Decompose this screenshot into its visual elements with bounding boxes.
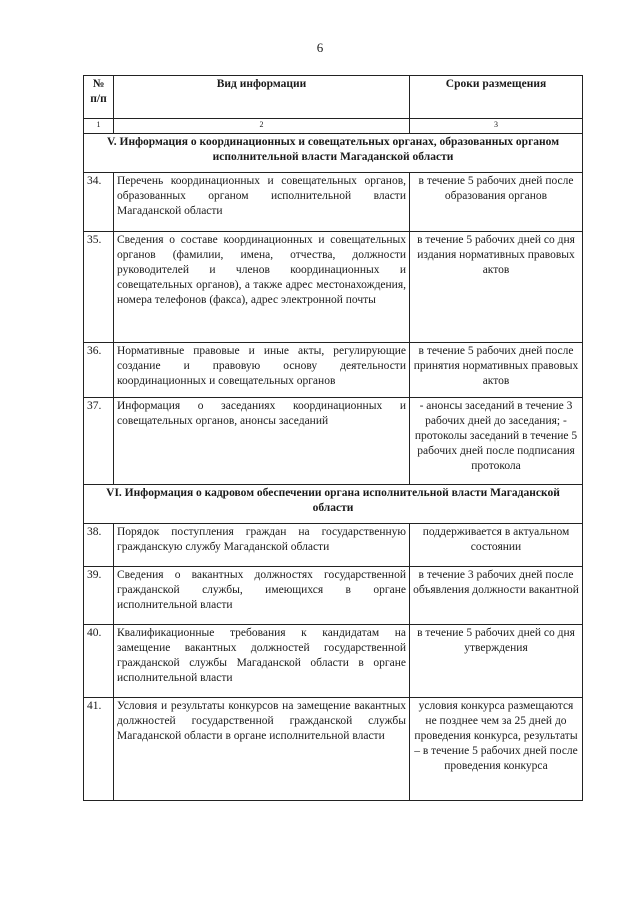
- row-number: 36.: [84, 343, 114, 398]
- table-row: [84, 173, 583, 232]
- row-info: Нормативные правовые и иные акты, регулирующие создание и правовую основу деятельности координационных и совещательных органов: [114, 343, 410, 398]
- header-info-type: Вид информации: [114, 76, 410, 119]
- row-info: Порядок поступления граждан на государственную гражданскую службу Магаданской области: [114, 524, 410, 567]
- row-number: 37.: [84, 398, 114, 485]
- row-number: 34.: [84, 173, 114, 232]
- row-info: Сведения о вакантных должностях государственной гражданской службы, имеющихся в органе исполнительной власти: [114, 567, 410, 625]
- info-disclosure-table: [83, 75, 583, 801]
- section-title-row: [84, 485, 583, 524]
- section-title: V. Информация о координационных и совещательных органах, образованных органом исполнительной власти Магаданской области: [84, 134, 583, 173]
- section-title: VI. Информация о кадровом обеспечении органа исполнительной власти Магаданской области: [84, 485, 583, 524]
- section-title-row: [84, 134, 583, 173]
- row-info: Информация о заседаниях координационных и совещательных органов, анонсы заседаний: [114, 398, 410, 485]
- column-index: 1: [84, 119, 114, 134]
- row-deadline: в течение 5 рабочих дней после принятия нормативных правовых актов: [410, 343, 583, 398]
- row-deadline: в течение 5 рабочих дней со дня утверждения: [410, 625, 583, 698]
- table-row: [84, 524, 583, 567]
- row-number: 41.: [84, 698, 114, 801]
- header-deadline: Сроки размещения: [410, 76, 583, 119]
- row-info: Условия и результаты конкурсов на замещение вакантных должностей государственной гражданской службы Магаданской области в органе исполнительной власти: [114, 698, 410, 801]
- row-deadline: поддерживается в актуальном состоянии: [410, 524, 583, 567]
- row-deadline: в течение 3 рабочих дней после объявления должности вакантной: [410, 567, 583, 625]
- row-deadline: - анонсы заседаний в течение 3 рабочих дней до заседания; - протоколы заседаний в течение 5 рабочих дней после подписания протокола: [410, 398, 583, 485]
- row-info: Перечень координационных и совещательных органов, образованных органом исполнительной власти Магаданской области: [114, 173, 410, 232]
- table-row: [84, 625, 583, 698]
- table-row: [84, 698, 583, 801]
- column-index: 3: [410, 119, 583, 134]
- page-number: 6: [316, 40, 324, 55]
- header-num: № п/п: [84, 76, 114, 119]
- table-row: [84, 398, 583, 485]
- table-row: [84, 567, 583, 625]
- row-number: 39.: [84, 567, 114, 625]
- row-number: 40.: [84, 625, 114, 698]
- row-deadline: в течение 5 рабочих дней после образования органов: [410, 173, 583, 232]
- column-index: 2: [114, 119, 410, 134]
- table-row: [84, 343, 583, 398]
- row-deadline: в течение 5 рабочих дней со дня издания нормативных правовых актов: [410, 232, 583, 343]
- row-number: 38.: [84, 524, 114, 567]
- table-row: [84, 232, 583, 343]
- row-info: Квалификационные требования к кандидатам на замещение вакантных должностей государственной гражданской службы Магаданской области в органе исполнительной власти: [114, 625, 410, 698]
- table-header-row: [84, 76, 583, 119]
- row-number: 35.: [84, 232, 114, 343]
- row-deadline: условия конкурса размещаются не позднее чем за 25 дней до проведения конкурса, результаты – в течение 5 рабочих дней после проведения конкурса: [410, 698, 583, 801]
- column-index-row: [84, 119, 583, 134]
- row-info: Сведения о составе координационных и совещательных органов (фамилии, имена, отчества, должности руководителей и членов координационных и совещательных органов), а также адрес местонахождения, номера телефонов (факса), адрес электронной почты: [114, 232, 410, 343]
